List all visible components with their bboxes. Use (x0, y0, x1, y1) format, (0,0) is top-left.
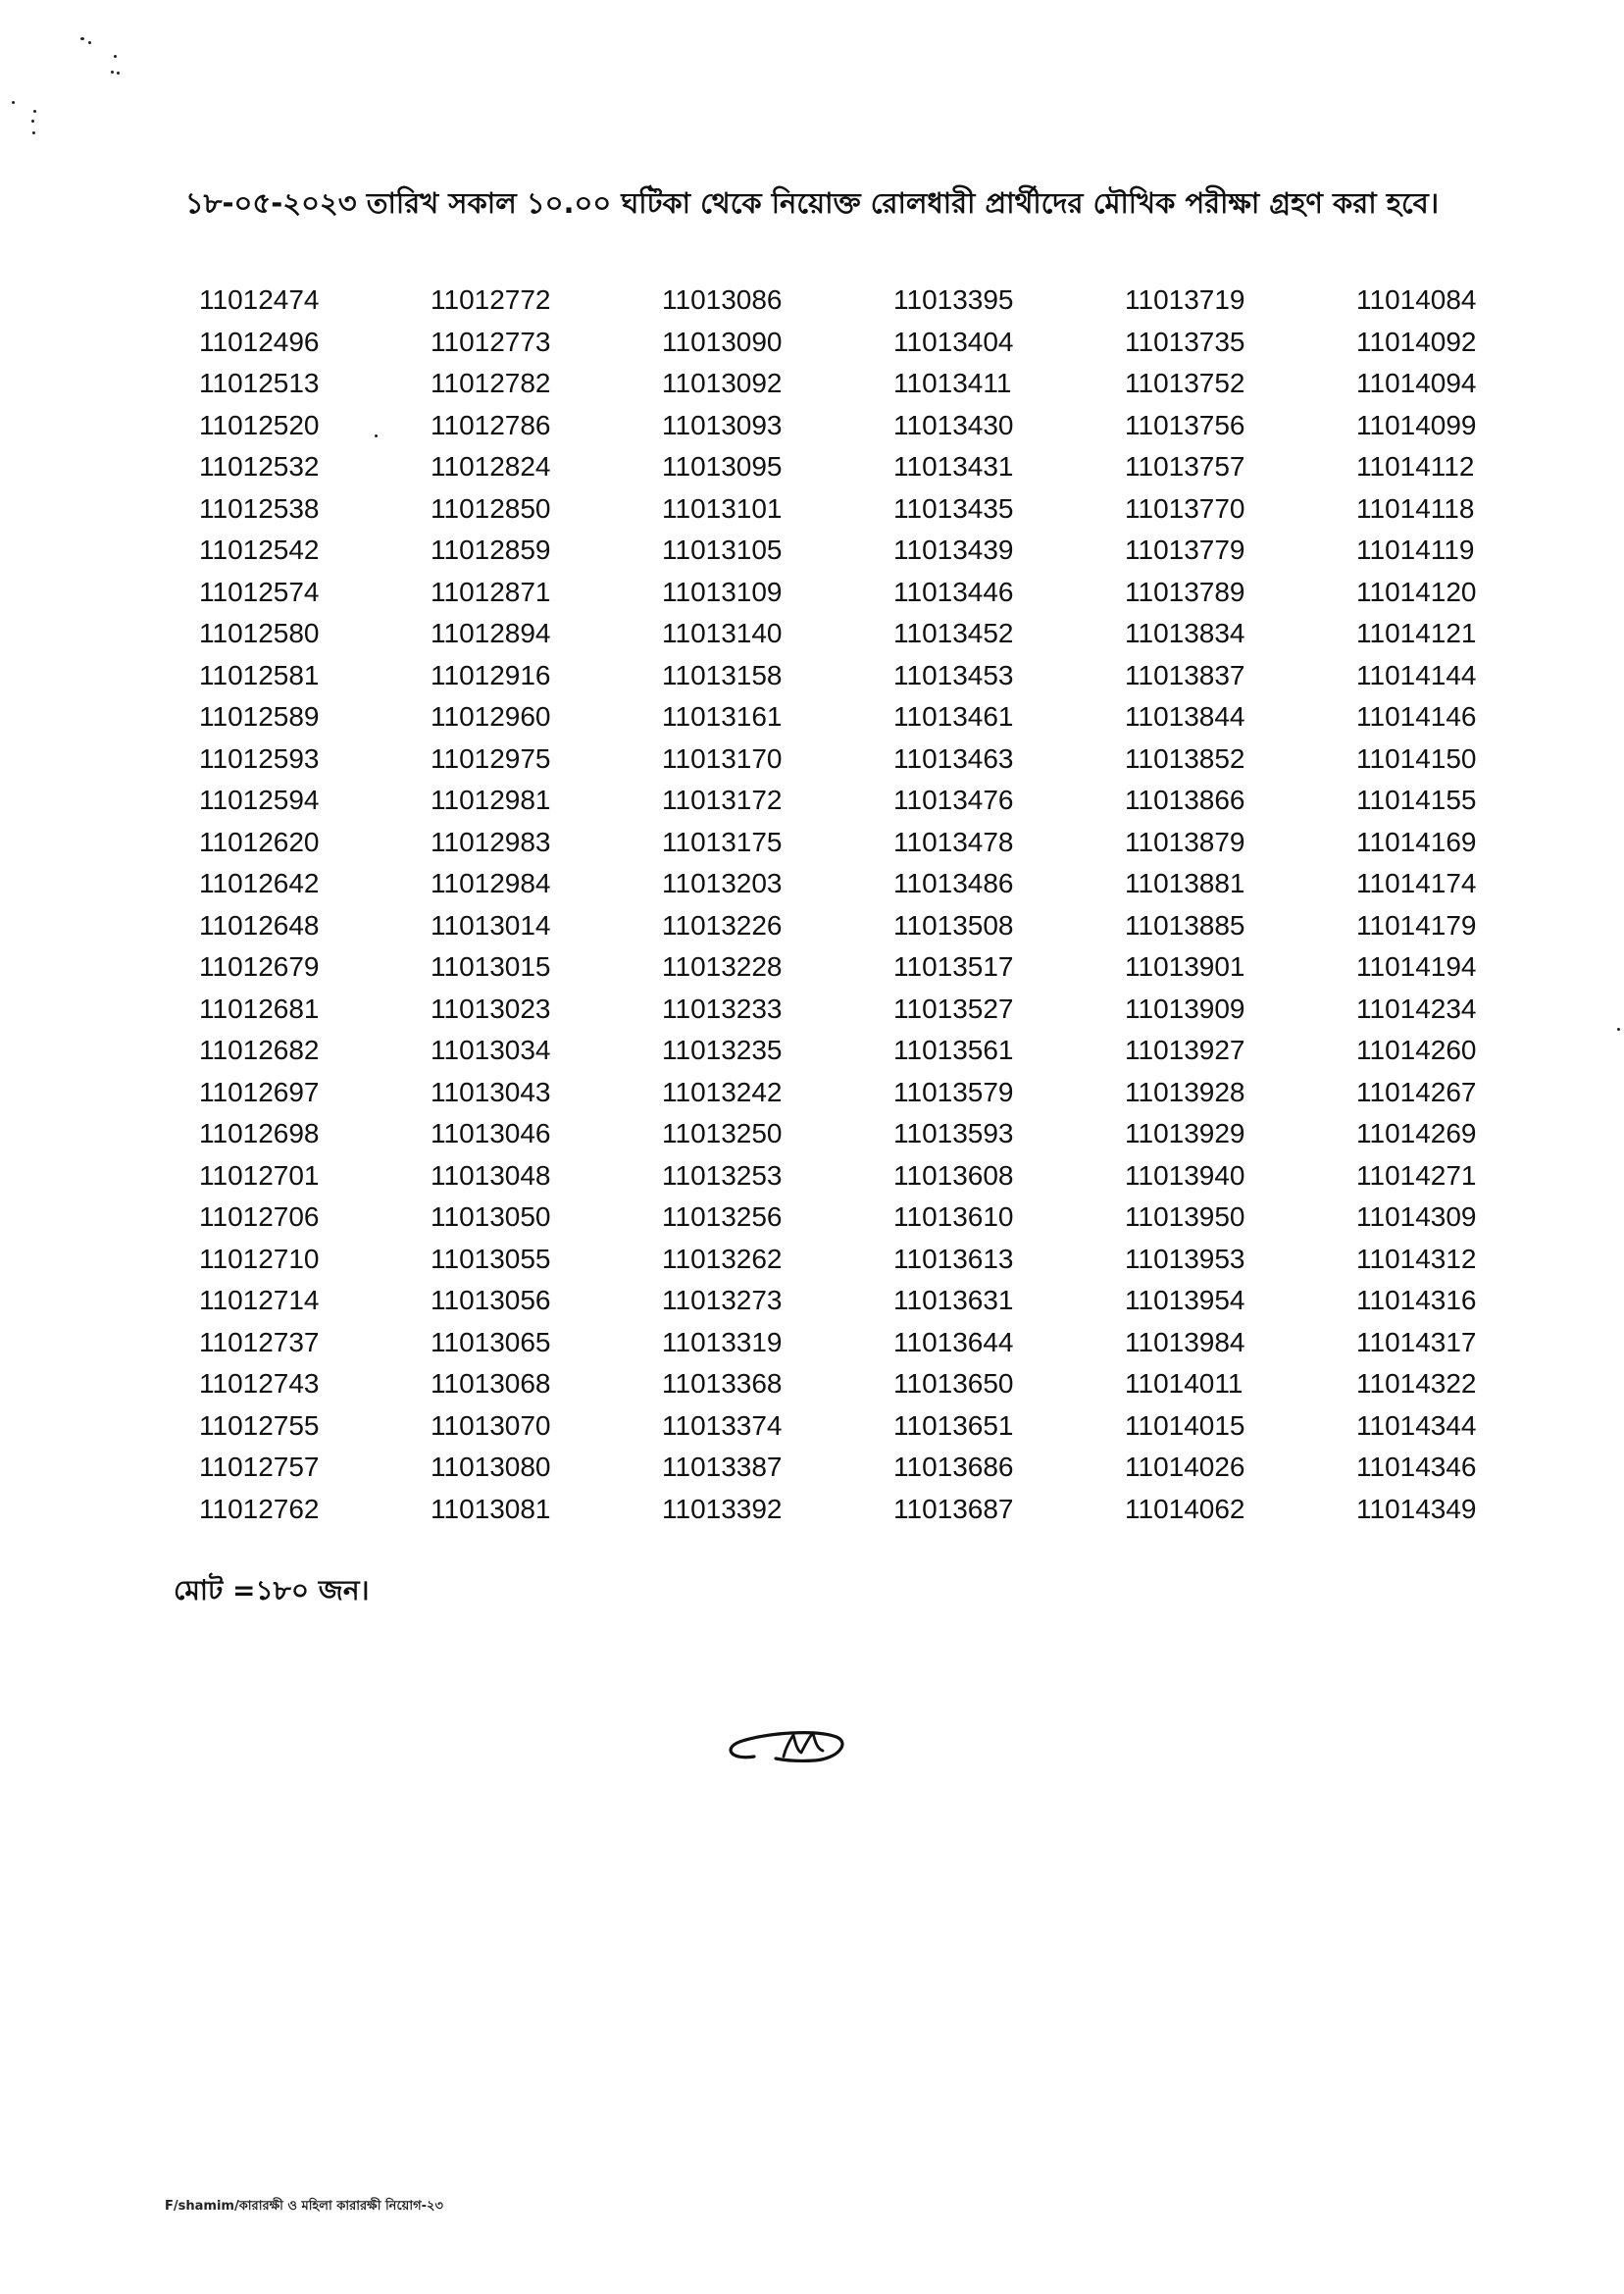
roll-number: 11014015 (1125, 1409, 1245, 1441)
roll-number: 11013650 (893, 1368, 1014, 1399)
roll-number: 11013593 (893, 1118, 1014, 1148)
roll-number: 11013374 (662, 1409, 783, 1441)
roll-number: 11013368 (662, 1368, 783, 1399)
roll-number: 11013233 (662, 993, 783, 1024)
roll-number: 11013235 (662, 1035, 783, 1065)
roll-number: 11013228 (662, 951, 783, 982)
roll-number: 11013463 (893, 742, 1014, 774)
roll-number: 11012981 (431, 785, 551, 815)
roll-number: 11012648 (199, 909, 320, 941)
roll-number: 11012710 (199, 1243, 320, 1274)
roll-number: 11013101 (662, 492, 783, 524)
roll-number: 11012681 (199, 993, 320, 1024)
roll-number: 11014150 (1356, 742, 1477, 774)
roll-number: 11013834 (1125, 618, 1245, 648)
handwritten-signature (721, 1711, 848, 1780)
roll-number: 11013608 (893, 1159, 1014, 1191)
roll-number: 11013435 (893, 492, 1014, 524)
scan-speck (1617, 1028, 1620, 1031)
roll-number: 11014026 (1125, 1452, 1245, 1482)
roll-number: 11014269 (1356, 1118, 1477, 1148)
roll-number-table (199, 280, 1588, 1530)
roll-number: 11013610 (893, 1201, 1014, 1232)
roll-number: 11013387 (662, 1452, 783, 1482)
roll-number: 11013065 (431, 1326, 551, 1357)
roll-number: 11013901 (1125, 951, 1245, 982)
roll-number: 11012580 (199, 618, 320, 648)
roll-number: 11012824 (431, 451, 551, 482)
roll-number: 11014271 (1356, 1159, 1477, 1191)
roll-number: 11013446 (893, 576, 1014, 607)
roll-number: 11014174 (1356, 868, 1477, 898)
roll-number: 11013579 (893, 1076, 1014, 1107)
roll-number: 11013203 (662, 868, 783, 898)
roll-number: 11014312 (1356, 1243, 1477, 1274)
roll-number: 11014260 (1356, 1035, 1477, 1065)
roll-number: 11014092 (1356, 326, 1477, 357)
roll-number: 11013090 (662, 326, 783, 357)
roll-number: 11013950 (1125, 1201, 1245, 1232)
roll-number: 11012701 (199, 1159, 320, 1191)
roll-number: 11014144 (1356, 659, 1477, 690)
roll-number: 11012594 (199, 785, 320, 815)
roll-number: 11013719 (1125, 284, 1245, 315)
roll-number: 11013879 (1125, 826, 1245, 857)
scan-speck (88, 41, 91, 44)
roll-number: 11013866 (1125, 785, 1245, 815)
roll-number: 11013046 (431, 1118, 551, 1148)
roll-number: 11013885 (1125, 909, 1245, 941)
roll-number: 11012542 (199, 535, 320, 565)
scan-speck (111, 71, 114, 74)
roll-number: 11012574 (199, 576, 320, 607)
roll-number: 11014062 (1125, 1493, 1245, 1524)
roll-number: 11013014 (431, 909, 551, 941)
roll-number: 11013080 (431, 1452, 551, 1482)
roll-number: 11012757 (199, 1452, 320, 1482)
total-count: মোট =১৮০ জন। (174, 1574, 370, 1606)
roll-number: 11013034 (431, 1035, 551, 1065)
roll-number: 11013686 (893, 1452, 1014, 1482)
roll-number: 11013043 (431, 1076, 551, 1107)
roll-number: 11012782 (431, 368, 551, 398)
roll-number: 11012589 (199, 701, 320, 732)
roll-number: 11014267 (1356, 1076, 1477, 1107)
roll-number: 11014317 (1356, 1326, 1477, 1357)
roll-number: 11013735 (1125, 326, 1245, 357)
roll-number: 11013226 (662, 909, 783, 941)
scan-speck (12, 101, 15, 104)
roll-number: 11012620 (199, 826, 320, 857)
roll-number: 11013757 (1125, 451, 1245, 482)
roll-number: 11012581 (199, 659, 320, 690)
roll-number: 11013752 (1125, 368, 1245, 398)
roll-number: 11013929 (1125, 1118, 1245, 1148)
roll-number: 11014234 (1356, 993, 1477, 1024)
roll-number: 11013256 (662, 1201, 783, 1232)
scan-speck (32, 131, 35, 134)
roll-number: 11012894 (431, 618, 551, 648)
roll-number: 11013461 (893, 701, 1014, 732)
roll-number: 11013613 (893, 1243, 1014, 1274)
notice-heading: ১৮-০৫-২০২৩ তারিখ সকাল ১০.০০ ঘটিকা থেকে নিয়োক্ত রোলধারী প্রার্থীদের মৌখিক পরীক্ষা গ্রহণ করা হবে। (184, 186, 1440, 220)
roll-number: 11013411 (893, 368, 1012, 398)
roll-number: 11013527 (893, 993, 1014, 1024)
roll-number: 11013561 (893, 1035, 1014, 1065)
scan-speck (80, 37, 84, 40)
roll-number: 11013779 (1125, 535, 1245, 565)
roll-number: 11012532 (199, 451, 320, 482)
roll-number: 11014194 (1356, 951, 1477, 982)
roll-number: 11013109 (662, 576, 783, 607)
roll-number: 11013093 (662, 409, 783, 440)
roll-number: 11012859 (431, 535, 551, 565)
roll-number: 11013392 (662, 1493, 783, 1524)
roll-number: 11013250 (662, 1118, 783, 1148)
roll-number: 11013954 (1125, 1285, 1245, 1315)
roll-number: 11013170 (662, 742, 783, 774)
roll-number: 11013262 (662, 1243, 783, 1274)
roll-number: 11013881 (1125, 868, 1245, 898)
roll-number: 11013517 (893, 951, 1014, 982)
roll-number: 11013140 (662, 618, 783, 648)
roll-number: 11013789 (1125, 576, 1245, 607)
roll-number: 11013095 (662, 451, 783, 482)
roll-number: 11013476 (893, 785, 1014, 815)
roll-number: 11013452 (893, 618, 1014, 648)
roll-number: 11013508 (893, 909, 1014, 941)
roll-number: 11012593 (199, 742, 320, 774)
roll-number: 11013852 (1125, 742, 1245, 774)
roll-number: 11013453 (893, 659, 1014, 690)
roll-number: 11012960 (431, 701, 551, 732)
roll-number: 11013486 (893, 868, 1014, 898)
roll-number: 11013651 (893, 1409, 1014, 1441)
roll-number: 11013050 (431, 1201, 551, 1232)
roll-number: 11014094 (1356, 368, 1477, 398)
roll-number: 11012682 (199, 1035, 320, 1065)
roll-number: 11012762 (199, 1493, 320, 1524)
roll-number: 11012916 (431, 659, 551, 690)
roll-number: 11013253 (662, 1159, 783, 1191)
roll-number: 11012743 (199, 1368, 320, 1399)
roll-number: 11012714 (199, 1285, 320, 1315)
roll-number: 11014146 (1356, 701, 1477, 732)
roll-number: 11013086 (662, 284, 783, 315)
scan-speck (117, 72, 120, 75)
roll-number: 11014112 (1356, 451, 1475, 482)
roll-number: 11014344 (1356, 1409, 1477, 1441)
roll-number: 11013837 (1125, 659, 1245, 690)
roll-number: 11013478 (893, 826, 1014, 857)
roll-number: 11013081 (431, 1493, 551, 1524)
roll-number: 11012755 (199, 1409, 320, 1441)
roll-number: 11013319 (662, 1326, 783, 1357)
roll-number: 11013928 (1125, 1076, 1245, 1107)
roll-number: 11013175 (662, 826, 783, 857)
roll-number: 11012520 (199, 409, 320, 440)
roll-number: 11013984 (1125, 1326, 1245, 1357)
roll-number: 11013158 (662, 659, 783, 690)
roll-number: 11014118 (1356, 492, 1475, 524)
roll-number: 11014155 (1356, 785, 1477, 815)
roll-number: 11014349 (1356, 1493, 1477, 1524)
roll-number: 11014119 (1356, 535, 1475, 565)
roll-number: 11014084 (1356, 284, 1477, 315)
roll-number: 11012984 (431, 868, 551, 898)
roll-number: 11013056 (431, 1285, 551, 1315)
roll-number: 11012773 (431, 326, 551, 357)
scan-speck (31, 120, 34, 123)
roll-number: 11012786 (431, 409, 551, 440)
roll-number: 11012871 (431, 576, 551, 607)
roll-number: 11012850 (431, 492, 551, 524)
scan-speck (33, 110, 36, 113)
roll-number: 11013940 (1125, 1159, 1245, 1191)
roll-number: 11013070 (431, 1409, 551, 1441)
roll-number: 11014121 (1356, 618, 1477, 648)
roll-number: 11012737 (199, 1326, 320, 1357)
roll-number: 11013273 (662, 1285, 783, 1315)
roll-number: 11013023 (431, 993, 551, 1024)
roll-number: 11013644 (893, 1326, 1014, 1357)
roll-number: 11013953 (1125, 1243, 1245, 1274)
scan-speck (114, 55, 117, 58)
roll-number: 11013439 (893, 535, 1014, 565)
roll-number: 11013756 (1125, 409, 1245, 440)
roll-number: 11013395 (893, 284, 1014, 315)
roll-number: 11013105 (662, 535, 783, 565)
roll-number: 11013431 (893, 451, 1014, 482)
roll-number: 11014179 (1356, 909, 1477, 941)
roll-number: 11014099 (1356, 409, 1477, 440)
roll-number: 11013055 (431, 1243, 551, 1274)
roll-number: 11013092 (662, 368, 783, 398)
roll-number: 11012697 (199, 1076, 320, 1107)
roll-number: 11013404 (893, 326, 1014, 357)
roll-number: 11014346 (1356, 1452, 1477, 1482)
roll-number: 11012679 (199, 951, 320, 982)
roll-number: 11012983 (431, 826, 551, 857)
roll-number: 11012496 (199, 326, 320, 357)
roll-number: 11013844 (1125, 701, 1245, 732)
roll-number: 11013015 (431, 951, 551, 982)
roll-number: 11014322 (1356, 1368, 1477, 1399)
roll-number: 11013430 (893, 409, 1014, 440)
roll-number: 11014169 (1356, 826, 1477, 857)
footer-file-path: F/shamim/কারারক্ষী ও মহিলা কারারক্ষী নিয়োগ-২৩ (165, 2199, 443, 2214)
roll-number: 11013631 (893, 1285, 1014, 1315)
roll-number: 11012698 (199, 1118, 320, 1148)
roll-number: 11014011 (1125, 1368, 1243, 1399)
roll-number: 11013927 (1125, 1035, 1245, 1065)
roll-number: 11013161 (662, 701, 783, 732)
roll-number: 11014120 (1356, 576, 1477, 607)
roll-number: 11013172 (662, 785, 783, 815)
roll-number: 11014309 (1356, 1201, 1477, 1232)
roll-number: 11014316 (1356, 1285, 1477, 1315)
roll-number: 11012772 (431, 284, 551, 315)
roll-number: 11013909 (1125, 993, 1245, 1024)
roll-number: 11012706 (199, 1201, 320, 1232)
roll-number: 11012513 (199, 368, 320, 398)
roll-number: 11012975 (431, 742, 551, 774)
roll-number: 11013687 (893, 1493, 1014, 1524)
roll-number: 11013048 (431, 1159, 551, 1191)
roll-number: 11012538 (199, 492, 320, 524)
roll-number: 11013770 (1125, 492, 1245, 524)
roll-number: 11012642 (199, 868, 320, 898)
roll-number: 11012474 (199, 284, 320, 315)
roll-number: 11013242 (662, 1076, 783, 1107)
roll-number: 11013068 (431, 1368, 551, 1399)
